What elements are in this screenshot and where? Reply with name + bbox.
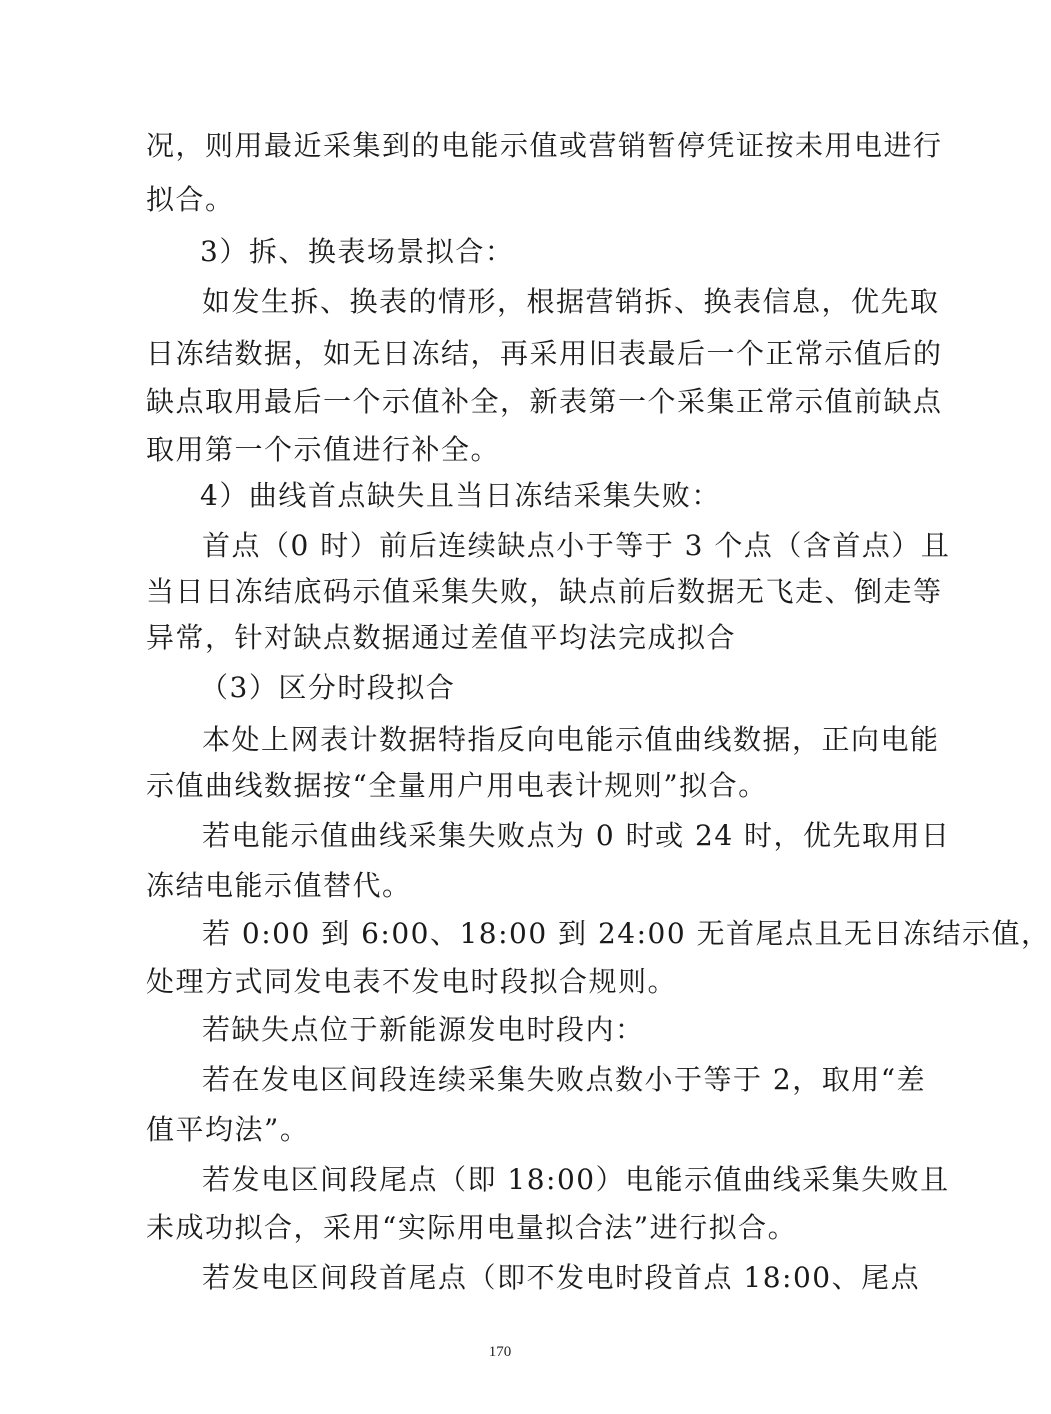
text-line: 况，则用最近采集到的电能示值或营销暂停凭证按未用电进行 (146, 129, 943, 162)
text-line: 若电能示值曲线采集失败点为 0 时或 24 时，优先取用日 (202, 819, 951, 852)
text-line: 异常，针对缺点数据通过差值平均法完成拟合 (146, 621, 737, 654)
text-line: 首点（0 时）前后连续缺点小于等于 3 个点（含首点）且 (202, 529, 951, 562)
text-line: 如发生拆、换表的情形，根据营销拆、换表信息，优先取 (202, 285, 940, 318)
text-line: 当日日冻结底码示值采集失败，缺点前后数据无飞走、倒走等 (146, 575, 943, 608)
text-line: 若发电区间段首尾点（即不发电时段首点 18:00、尾点 (202, 1261, 921, 1294)
page-number: 170 (488, 1344, 512, 1360)
section-heading: 3）拆、换表场景拟合： (200, 235, 515, 268)
text-line: 值平均法”。 (146, 1113, 310, 1146)
text-line: 本处上网表计数据特指反向电能示值曲线数据，正向电能 (202, 723, 940, 756)
text-line: 缺点取用最后一个示值补全，新表第一个采集正常示值前缺点 (146, 385, 943, 418)
text-line: 日冻结数据，如无日冻结，再采用旧表最后一个正常示值后的 (146, 337, 943, 370)
text-line: 处理方式同发电表不发电时段拟合规则。 (146, 965, 678, 998)
section-heading: （3）区分时段拟合 (200, 671, 456, 704)
text-line: 若在发电区间段连续采集失败点数小于等于 2，取用“差 (202, 1063, 927, 1096)
text-line: 未成功拟合，采用“实际用电量拟合法”进行拟合。 (146, 1211, 798, 1244)
text-line: 若缺失点位于新能源发电时段内： (202, 1013, 645, 1046)
text-line: 拟合。 (146, 183, 235, 216)
text-line: 示值曲线数据按“全量用户用电表计规则”拟合。 (146, 769, 768, 802)
text-line: 若发电区间段尾点（即 18:00）电能示值曲线采集失败且 (202, 1163, 950, 1196)
text-line: 若 0:00 到 6:00、18:00 到 24:00 无首尾点且无日冻结示值， (202, 917, 1051, 950)
text-line: 取用第一个示值进行补全。 (146, 433, 501, 466)
text-line: 冻结电能示值替代。 (146, 869, 412, 902)
section-heading: 4）曲线首点缺失且当日冻结采集失败： (200, 479, 721, 512)
